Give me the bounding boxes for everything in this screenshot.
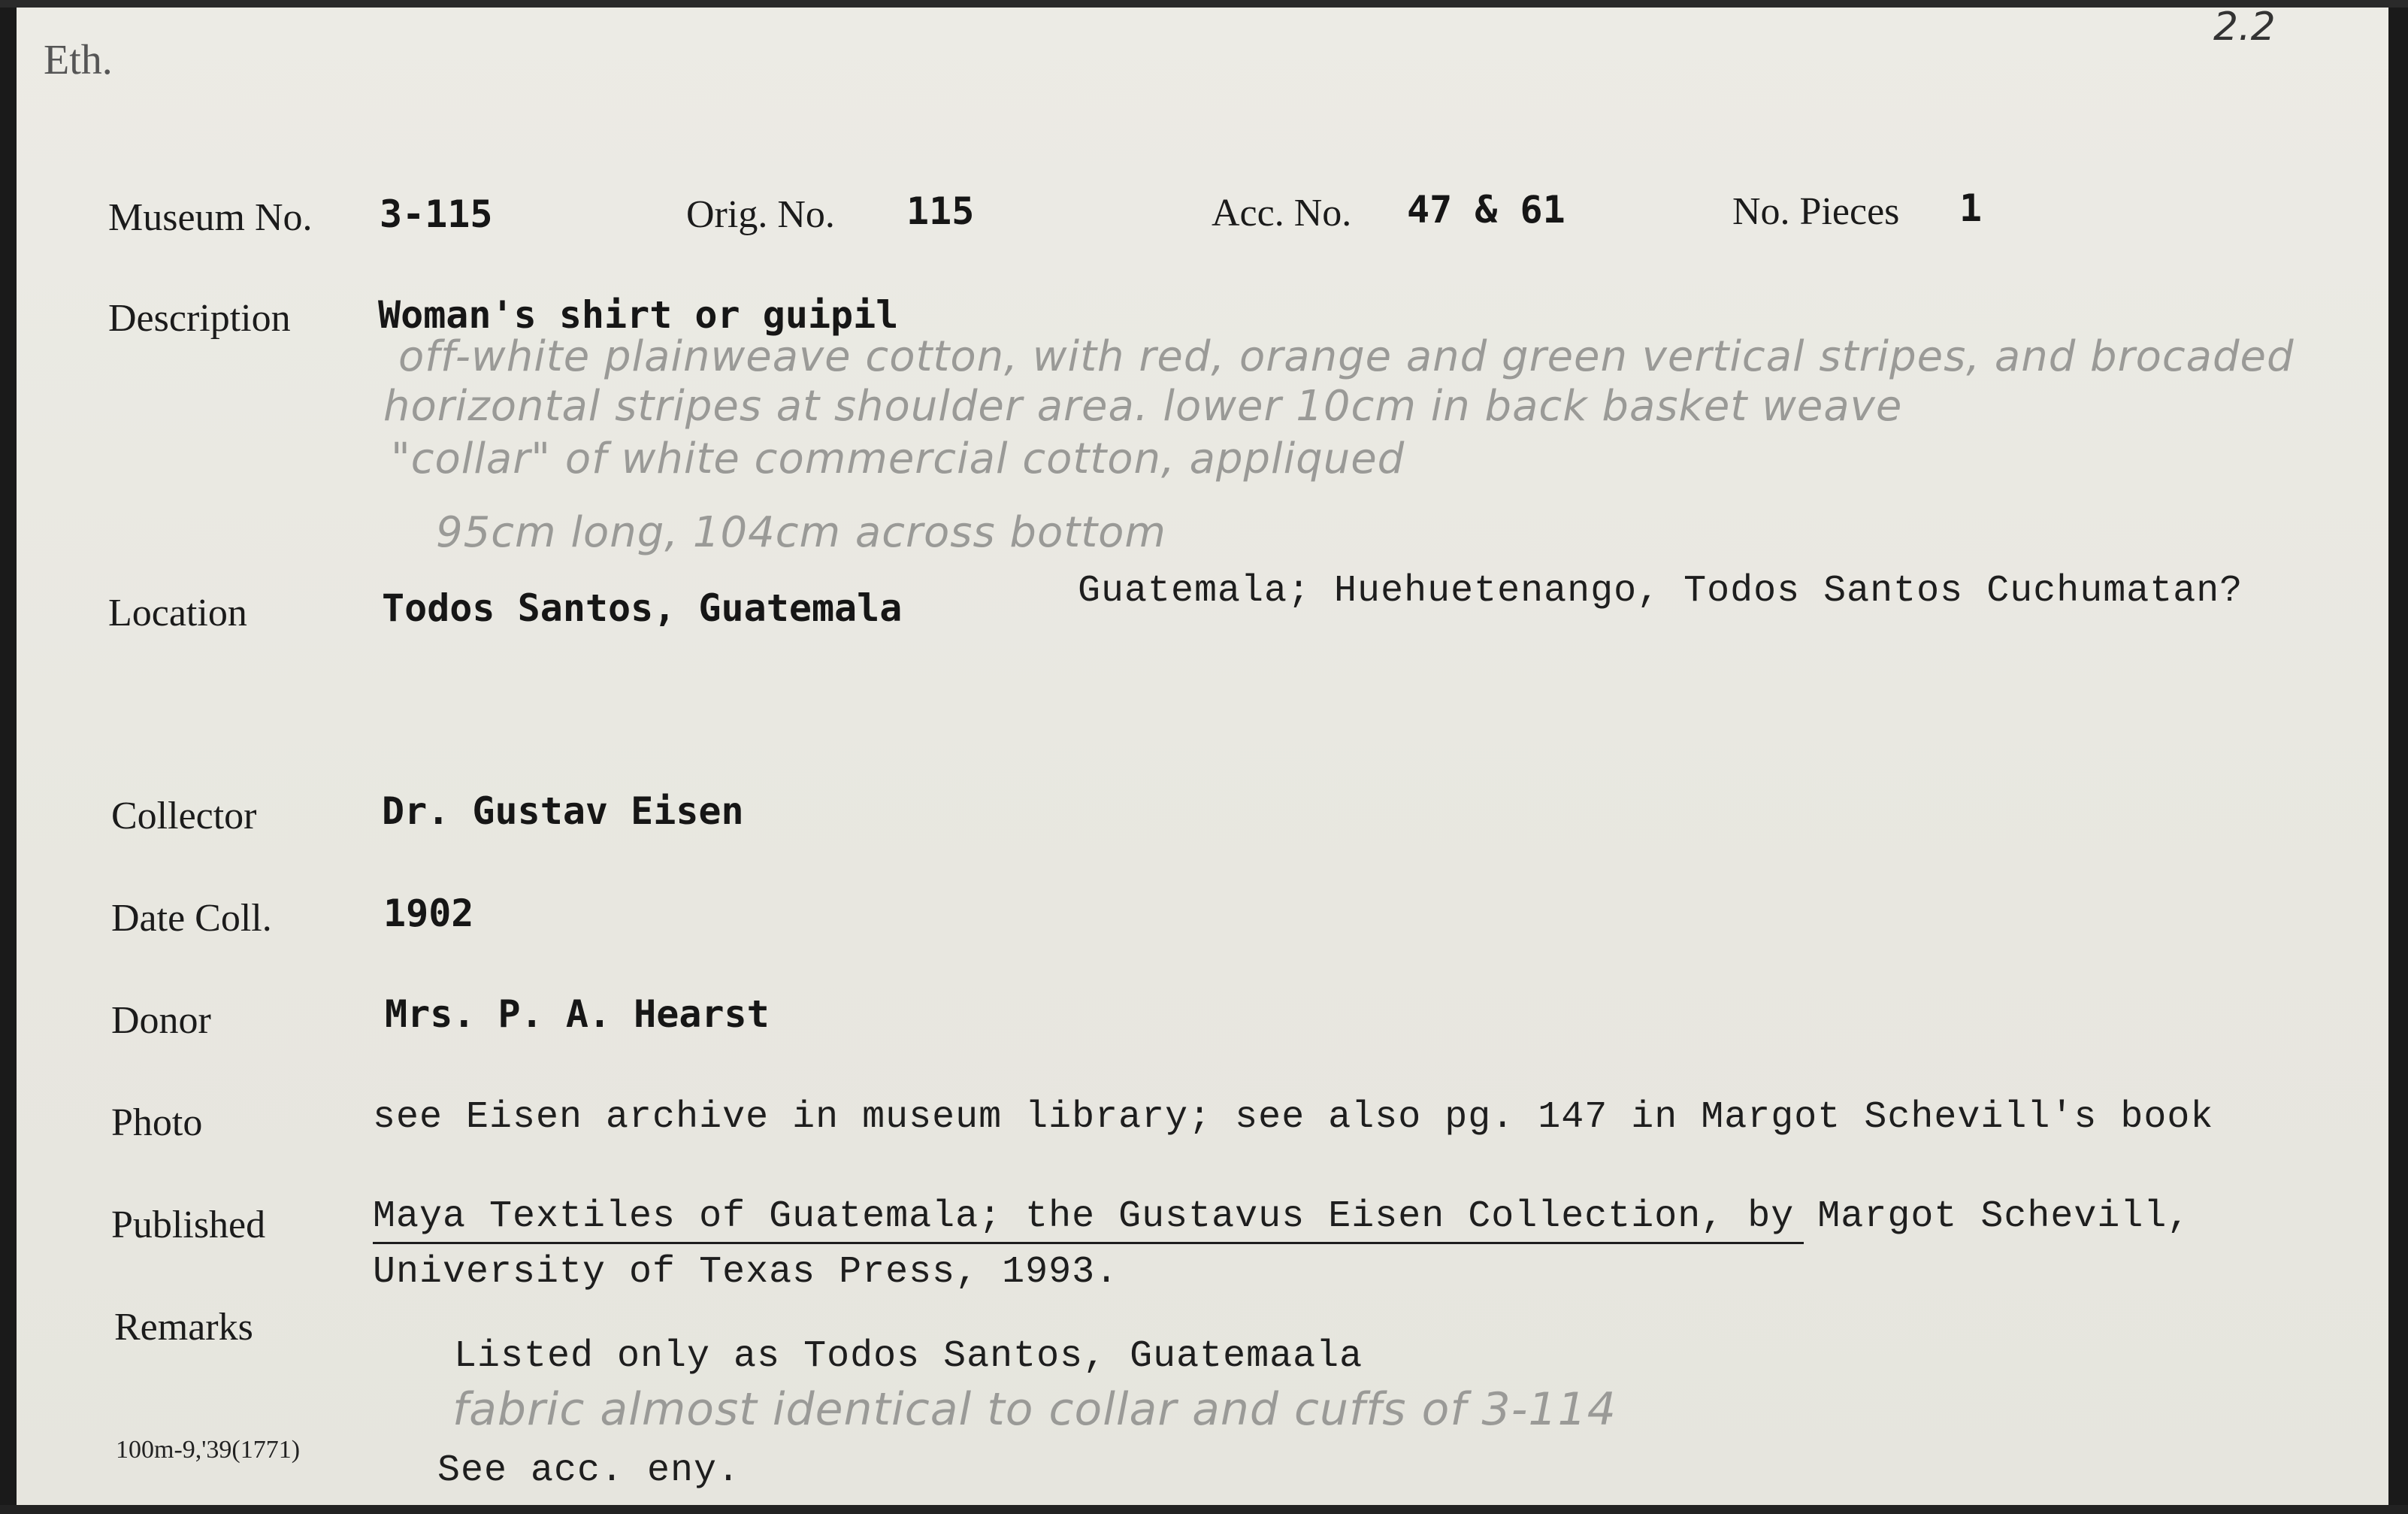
description-handwritten-2: horizontal stripes at shoulder area. lower 10cm in back basket weave (383, 382, 1903, 431)
museum-no-label: Museum No. (108, 196, 313, 239)
orig-no-value: 115 (906, 189, 975, 233)
published-author: , by Margot Schevill, (1701, 1195, 2191, 1238)
photo-label: Photo (111, 1101, 203, 1144)
donor-value: Mrs. P. A. Hearst (385, 992, 770, 1036)
no-pieces-value: 1 (1959, 186, 1983, 230)
acc-no-label: Acc. No. (1212, 192, 1352, 235)
card-number: 2.2 (2213, 5, 2276, 50)
acc-no-value: 47 & 61 (1407, 188, 1566, 232)
department-mark: Eth. (44, 37, 113, 83)
remarks-label: Remarks (114, 1306, 253, 1349)
card-left-edge (0, 0, 17, 1514)
location-label: Location (108, 592, 247, 634)
card-top-edge (0, 0, 2408, 8)
orig-no-label: Orig. No. (686, 193, 835, 236)
remarks-line-1: Listed only as Todos Santos, Guatemaala (454, 1335, 1363, 1378)
donor-label: Donor (111, 999, 211, 1042)
museum-no-value: 3-115 (380, 192, 493, 236)
collector-label: Collector (111, 795, 257, 837)
published-book-title: Maya Textiles of Guatemala; the Gustavus Eisen Collection (373, 1195, 1702, 1238)
card-right-edge (2388, 0, 2408, 1514)
location-value: Todos Santos, Guatemala (382, 586, 903, 630)
card-bottom-edge (0, 1505, 2408, 1514)
description-value: Woman's shirt or guipil (378, 293, 899, 337)
description-label: Description (108, 297, 291, 340)
form-number: 100m-9,'39(1771) (116, 1436, 301, 1464)
published-label: Published (111, 1204, 266, 1246)
date-coll-value: 1902 (383, 892, 474, 935)
remarks-line-3: See acc. eny. (437, 1449, 741, 1492)
description-handwritten-3: "collar" of white commercial cotton, appliqued (391, 435, 1405, 483)
remarks-handwritten: fabric almost identical to collar and cuffs of 3-114 (452, 1383, 1617, 1436)
title-underline (373, 1242, 1804, 1244)
no-pieces-label: No. Pieces (1732, 190, 1900, 233)
published-line-1 (373, 1195, 2190, 1238)
collector-value: Dr. Gustav Eisen (382, 789, 744, 833)
photo-value: see Eisen archive in museum library; see also pg. 147 in Margot Schevill's book (373, 1096, 2214, 1139)
location-typed-note: Guatemala; Huehuetenango, Todos Santos Cuchumatan? (1078, 570, 2243, 613)
date-coll-label: Date Coll. (111, 897, 272, 940)
description-handwritten-1: off-white plainweave cotton, with red, orange and green vertical stripes, and brocaded (398, 332, 2295, 381)
published-line-2: University of Texas Press, 1993. (373, 1251, 1119, 1294)
description-handwritten-4: 95cm long, 104cm across bottom (436, 508, 1166, 557)
